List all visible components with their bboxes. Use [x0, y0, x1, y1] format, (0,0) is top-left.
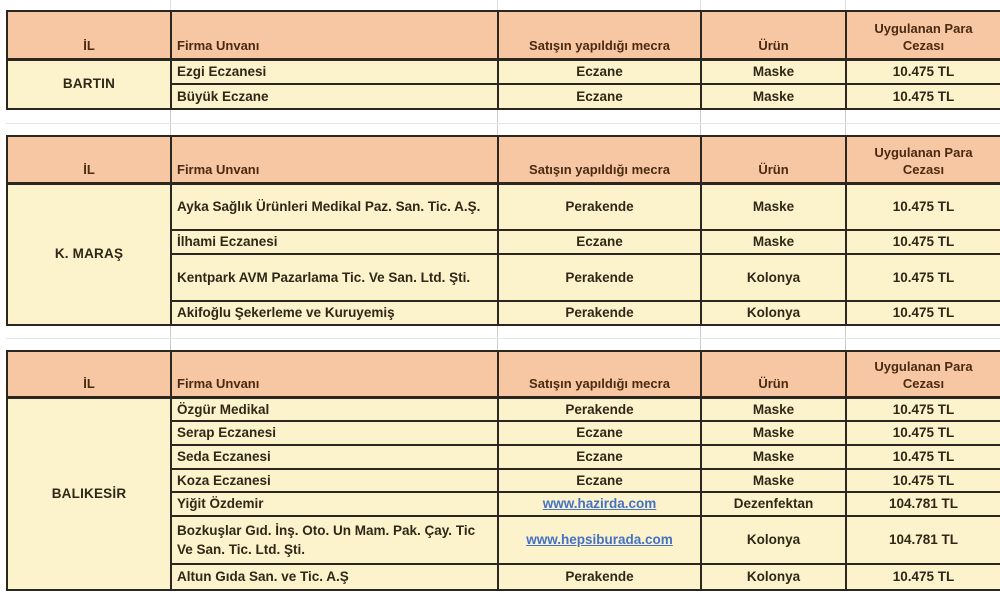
il-cell: BARTIN [7, 59, 171, 109]
urun-cell: Maske [701, 183, 846, 230]
firma-cell: Büyük Eczane [171, 84, 498, 109]
firma-cell: Yiğit Özdemir [171, 492, 498, 516]
col-header-ceza: Uygulanan Para Cezası [846, 11, 1000, 59]
table-row [7, 397, 1000, 421]
mecra-cell: Perakende [498, 397, 701, 421]
mecra-cell: Eczane [498, 445, 701, 469]
col-header-il: İL [7, 136, 171, 183]
urun-cell: Maske [701, 84, 846, 109]
section-gap [6, 110, 1000, 135]
section-gap [6, 326, 1000, 350]
ceza-cell: 10.475 TL [846, 421, 1000, 445]
top-margin [6, 0, 1000, 10]
mecra-cell: Perakende [498, 183, 701, 230]
ceza-cell: 104.781 TL [846, 516, 1000, 564]
header-row [7, 351, 1000, 397]
firma-cell: Kentpark AVM Pazarlama Tic. Ve San. Ltd. Şti. [171, 254, 498, 301]
gridline [700, 110, 701, 135]
firma-cell: Bozkuşlar Gıd. İnş. Oto. Un Mam. Pak. Çay. Tic Ve San. Tic. Ltd. Şti. [171, 516, 498, 564]
firma-cell: Altun Gıda San. ve Tic. A.Ş [171, 564, 498, 590]
col-header-ceza: Uygulanan Para Cezası [846, 351, 1000, 397]
mecra-cell: Eczane [498, 230, 701, 254]
firma-cell: Akifoğlu Şekerleme ve Kuruyemiş [171, 301, 498, 325]
il-cell: BALIKESİR [7, 397, 171, 590]
col-header-mecra: Satışın yapıldığı mecra [498, 351, 701, 397]
ceza-cell: 10.475 TL [846, 397, 1000, 421]
ceza-cell: 10.475 TL [846, 230, 1000, 254]
gridline [845, 0, 846, 10]
mecra-cell [498, 516, 701, 564]
header-row [7, 136, 1000, 183]
firma-cell: Ayka Sağlık Ürünleri Medikal Paz. San. Tic. A.Ş. [171, 183, 498, 230]
ceza-cell: 10.475 TL [846, 183, 1000, 230]
col-header-mecra: Satışın yapıldığı mecra [498, 11, 701, 59]
table-row [7, 59, 1000, 84]
ceza-cell: 10.475 TL [846, 445, 1000, 469]
gridline [845, 326, 846, 350]
penalty-table [6, 10, 1000, 110]
col-header-il: İL [7, 351, 171, 397]
gridline [845, 110, 846, 135]
penalty-tables-container [6, 10, 1000, 591]
mecra-cell: Perakende [498, 254, 701, 301]
col-header-ceza: Uygulanan Para Cezası [846, 136, 1000, 183]
table-row [7, 183, 1000, 230]
ceza-cell: 10.475 TL [846, 254, 1000, 301]
mecra-link[interactable]: www.hazirda.com [542, 496, 657, 512]
mecra-cell: Perakende [498, 564, 701, 590]
mecra-cell: Eczane [498, 59, 701, 84]
ceza-cell: 10.475 TL [846, 564, 1000, 590]
ceza-cell: 10.475 TL [846, 59, 1000, 84]
urun-cell: Kolonya [701, 301, 846, 325]
gridline [170, 0, 171, 10]
mecra-link[interactable]: www.hepsiburada.com [526, 532, 673, 548]
penalty-table [6, 350, 1000, 591]
firma-cell: Ezgi Eczanesi [171, 59, 498, 84]
urun-cell: Maske [701, 59, 846, 84]
mecra-cell: Eczane [498, 84, 701, 109]
header-row [7, 11, 1000, 59]
col-header-firma: Firma Unvanı [171, 11, 498, 59]
mecra-cell: Eczane [498, 469, 701, 493]
gridline [170, 110, 171, 135]
ceza-cell: 104.781 TL [846, 492, 1000, 516]
gridline [497, 326, 498, 350]
firma-cell: Özgür Medikal [171, 397, 498, 421]
urun-cell: Kolonya [701, 254, 846, 301]
urun-cell: Kolonya [701, 564, 846, 590]
col-header-urun: Ürün [701, 351, 846, 397]
col-header-il: İL [7, 11, 171, 59]
firma-cell: Koza Eczanesi [171, 469, 498, 493]
firma-cell: Serap Eczanesi [171, 421, 498, 445]
urun-cell: Maske [701, 230, 846, 254]
gridline [700, 326, 701, 350]
ceza-cell: 10.475 TL [846, 84, 1000, 109]
gridline [497, 0, 498, 10]
penalty-table [6, 135, 1000, 326]
il-cell: K. MARAŞ [7, 183, 171, 325]
col-header-urun: Ürün [701, 136, 846, 183]
gridline [700, 0, 701, 10]
firma-cell: İlhami Eczanesi [171, 230, 498, 254]
urun-cell: Maske [701, 397, 846, 421]
gridline [170, 326, 171, 350]
mecra-cell [498, 492, 701, 516]
gridline [497, 110, 498, 135]
urun-cell: Maske [701, 445, 846, 469]
urun-cell: Maske [701, 469, 846, 493]
col-header-mecra: Satışın yapıldığı mecra [498, 136, 701, 183]
col-header-firma: Firma Unvanı [171, 351, 498, 397]
mecra-cell: Eczane [498, 421, 701, 445]
col-header-firma: Firma Unvanı [171, 136, 498, 183]
ceza-cell: 10.475 TL [846, 301, 1000, 325]
urun-cell: Kolonya [701, 516, 846, 564]
firma-cell: Seda Eczanesi [171, 445, 498, 469]
ceza-cell: 10.475 TL [846, 469, 1000, 493]
col-header-urun: Ürün [701, 11, 846, 59]
mecra-cell: Perakende [498, 301, 701, 325]
urun-cell: Dezenfektan [701, 492, 846, 516]
urun-cell: Maske [701, 421, 846, 445]
